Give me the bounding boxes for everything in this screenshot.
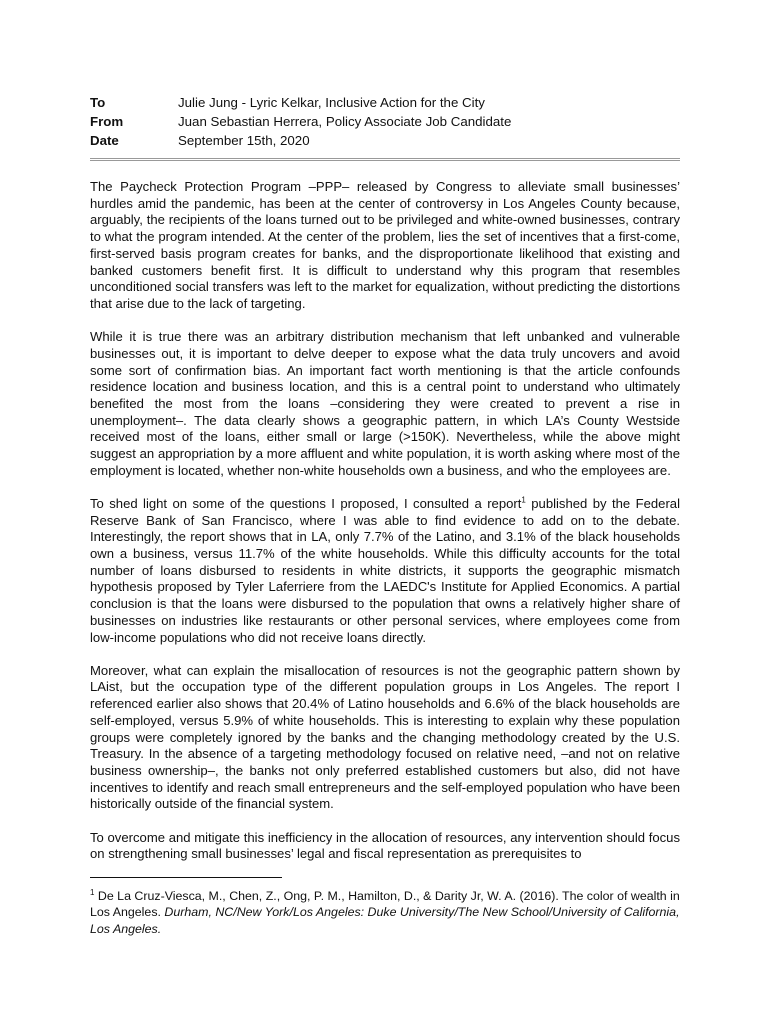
memo-page xyxy=(90,93,680,880)
paragraph-3 xyxy=(90,496,680,646)
footnote-marker: 1 xyxy=(90,888,95,897)
from-label: From xyxy=(90,114,124,129)
to-value: Julie Jung - Lyric Kelkar, Inclusive Action for the City xyxy=(178,95,485,110)
paragraph-3-rest: published by the Federal Reserve Bank of San Francisco, where I was able to find evidence to add on to the debate. Interestingly, the report shows that in LA, only 7.7% of the Latino, and 3.1% of the black households own a business, versus 11.7% of the white households. While this difficulty accounts for the total number of loans disbursed to residents in white districts, it supports the geographic mismatch hypothesis proposed by Tyler Laferriere from the LAEDC's Institute for Applied Economics. A partial conclusion is that the loans were disbursed to the population that owns a relatively higher share of businesses on industries like restaurants or other personal services, where employees come from low-income populations who did not receive loans directly. xyxy=(90,495,680,645)
paragraph-4: Moreover, what can explain the misallocation of resources is not the geographic pattern shown by LAist, but the occupation type of the different population groups in Los Angeles. The report I referenced earlier also shows that 20.4% of Latino households and 6.6% of the black households are self-employed, versus 5.9% of white households. This is interesting to explain why these population groups were completely ignored by the banks and the changing methodology created by the U.S. Treasury. In the absence of a targeting methodology focused on relative need, –and not on relative business ownership–, the banks not only preferred established customers but also, did not have incentives to identify and reach small entrepreneurs and the self-employed population who have been historically outside of the financial system. xyxy=(90,662,680,812)
to-label: To xyxy=(90,95,106,110)
footnote-divider xyxy=(90,877,282,878)
from-value: Juan Sebastian Herrera, Policy Associate Job Candidate xyxy=(178,114,512,129)
header-divider xyxy=(90,158,680,161)
footnote xyxy=(90,885,680,937)
memo-header xyxy=(90,93,680,150)
paragraph-5: To overcome and mitigate this inefficiency in the allocation of resources, any intervention should focus on strengthening small businesses’ legal and fiscal representation as prerequisites to xyxy=(90,829,680,862)
date-row xyxy=(90,131,680,150)
memo-body xyxy=(90,179,680,863)
date-label: Date xyxy=(90,133,119,148)
footnote-reference: 1 xyxy=(521,495,526,505)
date-value: September 15th, 2020 xyxy=(178,133,310,148)
from-row xyxy=(90,112,680,131)
to-row xyxy=(90,93,680,112)
paragraph-1: The Paycheck Protection Program –PPP– released by Congress to alleviate small businesses’ hurdles amid the pandemic, has been at the center of controversy in Los Angeles County because, arguably, the recipients of the loans turned out to be privileged and white-owned businesses, contrary to what the program intended. At the center of the problem, lies the set of incentives that a first-come, first-served basis program creates for banks, and the disproportionate likelihood that existing and banked customers benefit first. It is difficult to understand why this program that resembles unconditioned social transfers was left to the market for equalization, without predicting the distortions that arise due to the lack of targeting. xyxy=(90,179,680,311)
footnote-text: De La Cruz-Viesca, M., Chen, Z., Ong, P. M., Hamilton, D., & Darity Jr, W. A. (2016). The color of wealth in Los Angeles. xyxy=(90,889,680,920)
paragraph-2: While it is true there was an arbitrary distribution mechanism that left unbanked and vulnerable businesses out, it is important to delve deeper to expose what the data truly uncovers and avoid some sort of confirmation bias. An important fact worth mentioning is that the article confounds residence location and business location, and this is a central point to understand who ultimately benefited the most from the loans –considering they were created to prevent a rise in unemployment–. The data clearly shows a geographic pattern, in which LA’s County Westside received most of the loans, either small or large (>150K). Nevertheless, while the above might suggest an appropriation by a more affluent and white population, it is worth asking where most of the employment is located, whether non-white households own a business, and who the employees are. xyxy=(90,329,680,478)
footnote-italic: Durham, NC/New York/Los Angeles: Duke University/The New School/University of California, Los Angeles. xyxy=(90,905,680,936)
paragraph-3-start: To shed light on some of the questions I proposed, I consulted a report xyxy=(90,495,522,511)
